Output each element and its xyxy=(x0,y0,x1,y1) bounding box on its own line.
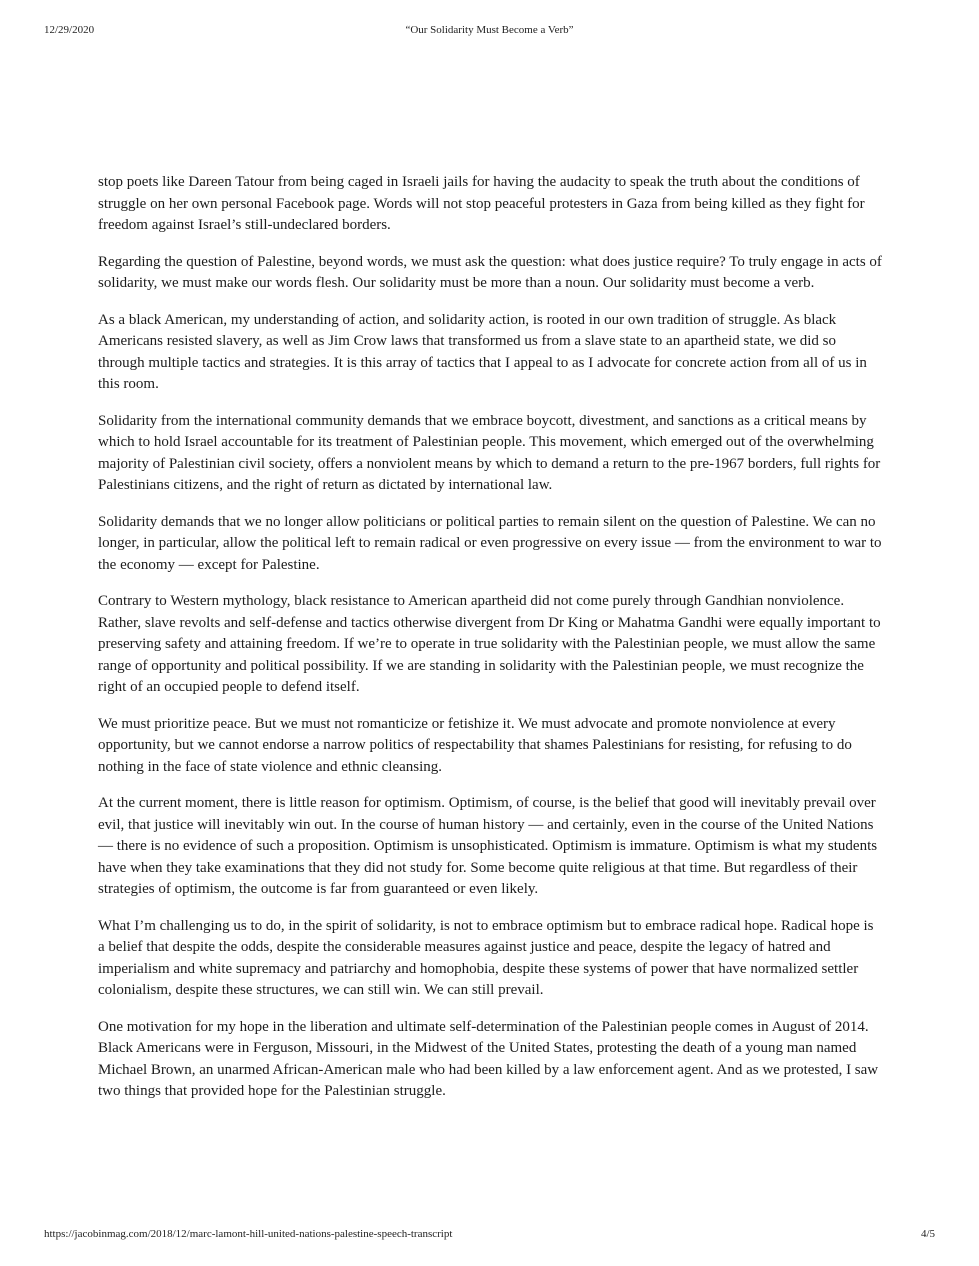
source-url: https://jacobinmag.com/2018/12/marc-lamont-hill-united-nations-palestine-speech-transcript xyxy=(44,1228,453,1240)
article-paragraph: We must prioritize peace. But we must not romanticize or fetishize it. We must advocate and promote nonviolence at every opportunity, but we cannot endorse a narrow politics of respectability that shames Palestinians for resisting, for refusing to do nothing in the face of state violence and ethnic cleansing. xyxy=(98,715,852,775)
article-paragraph: Contrary to Western mythology, black resistance to American apartheid did not come purely through Gandhian nonviolence. Rather, slave revolts and self-defense and tactics otherwise divergent from Dr King or Mahatma Gandhi were equally important to preserving safety and attaining freedom. If we’re to operate in true solidarity with the Palestinian people, we must allow the same range of opportunity and political possibility. If we are standing in solidarity with the Palestinian people, we must recognize the right of an occupied people to defend itself. xyxy=(98,593,881,695)
page-number: 4/5 xyxy=(920,1228,935,1240)
article-paragraph: Solidarity from the international community demands that we embrace boycott, divestment, and sanctions as a critical means by which to hold Israel accountable for its treatment of Palestinian people. This movement, which emerged out of the overwhelming majority of Palestinian civil society, offers a nonviolent means by which to demand a return to the pre-1967 borders, full rights for Palestinians citizens, and the right of return as dictated by international law. xyxy=(98,412,881,493)
article-body xyxy=(98,172,882,1118)
print-page-title: “Our Solidarity Must Become a Verb” xyxy=(405,24,574,36)
article-paragraph: Solidarity demands that we no longer allow politicians or political parties to remain silent on the question of Palestine. We can no longer, in particular, allow the political left to remain radical or even progressive on every issue — from the environment to war to the economy — except for Palestine. xyxy=(98,513,882,573)
article-paragraph: One motivation for my hope in the liberation and ultimate self-determination of the Palestinian people comes in August of 2014. Black Americans were in Ferguson, Missouri, in the Midwest of the United States, protesting the death of a young man named Michael Brown, an unarmed African-American male who had been killed by a law enforcement agent. And as we protested, I saw two things that provided hope for the Palestinian struggle. xyxy=(98,1018,879,1099)
print-header xyxy=(44,24,935,40)
print-date: 12/29/2020 xyxy=(44,24,95,36)
print-footer xyxy=(44,1228,935,1244)
article-paragraph: At the current moment, there is little reason for optimism. Optimism, of course, is the belief that good will inevitably prevail over evil, that justice will inevitably win out. In the course of human history — and certainly, even in the course of the United Nations — there is no evidence of such a proposition. Optimism is unsophisticated. Optimism is immature. Optimism is what my students have when they take examinations that they did not study for. Some become quite religious at that time. But regardless of their strategies of optimism, the outcome is far from guaranteed or even likely. xyxy=(98,795,878,897)
article-paragraph: Regarding the question of Palestine, beyond words, we must ask the question: what does justice require? To truly engage in acts of solidarity, we must make our words flesh. Our solidarity must be more than a noun. Our solidarity must become a verb. xyxy=(98,253,882,291)
article-paragraph: stop poets like Dareen Tatour from being caged in Israeli jails for having the audacity to speak the truth about the conditions of struggle on her own personal Facebook page. Words will not stop peaceful protesters in Gaza from being killed as they fight for freedom against Israel’s still-undeclared borders. xyxy=(98,174,865,233)
article-paragraph: What I’m challenging us to do, in the spirit of solidarity, is not to embrace optimism but to embrace radical hope. Radical hope is a belief that despite the odds, despite the considerable measures against justice and peace, despite the legacy of hatred and imperialism and white supremacy and patriarchy and homophobia, despite these systems of power that have normalized settler colonialism, despite these structures, we can still win. We can still prevail. xyxy=(98,917,874,998)
article-paragraph: As a black American, my understanding of action, and solidarity action, is rooted in our own tradition of struggle. As black Americans resisted slavery, as well as Jim Crow laws that transformed us from a slave state to an apartheid state, we did so through multiple tactics and strategies. It is this array of tactics that I appeal to as I advocate for concrete action from all of us in this room. xyxy=(98,311,867,392)
